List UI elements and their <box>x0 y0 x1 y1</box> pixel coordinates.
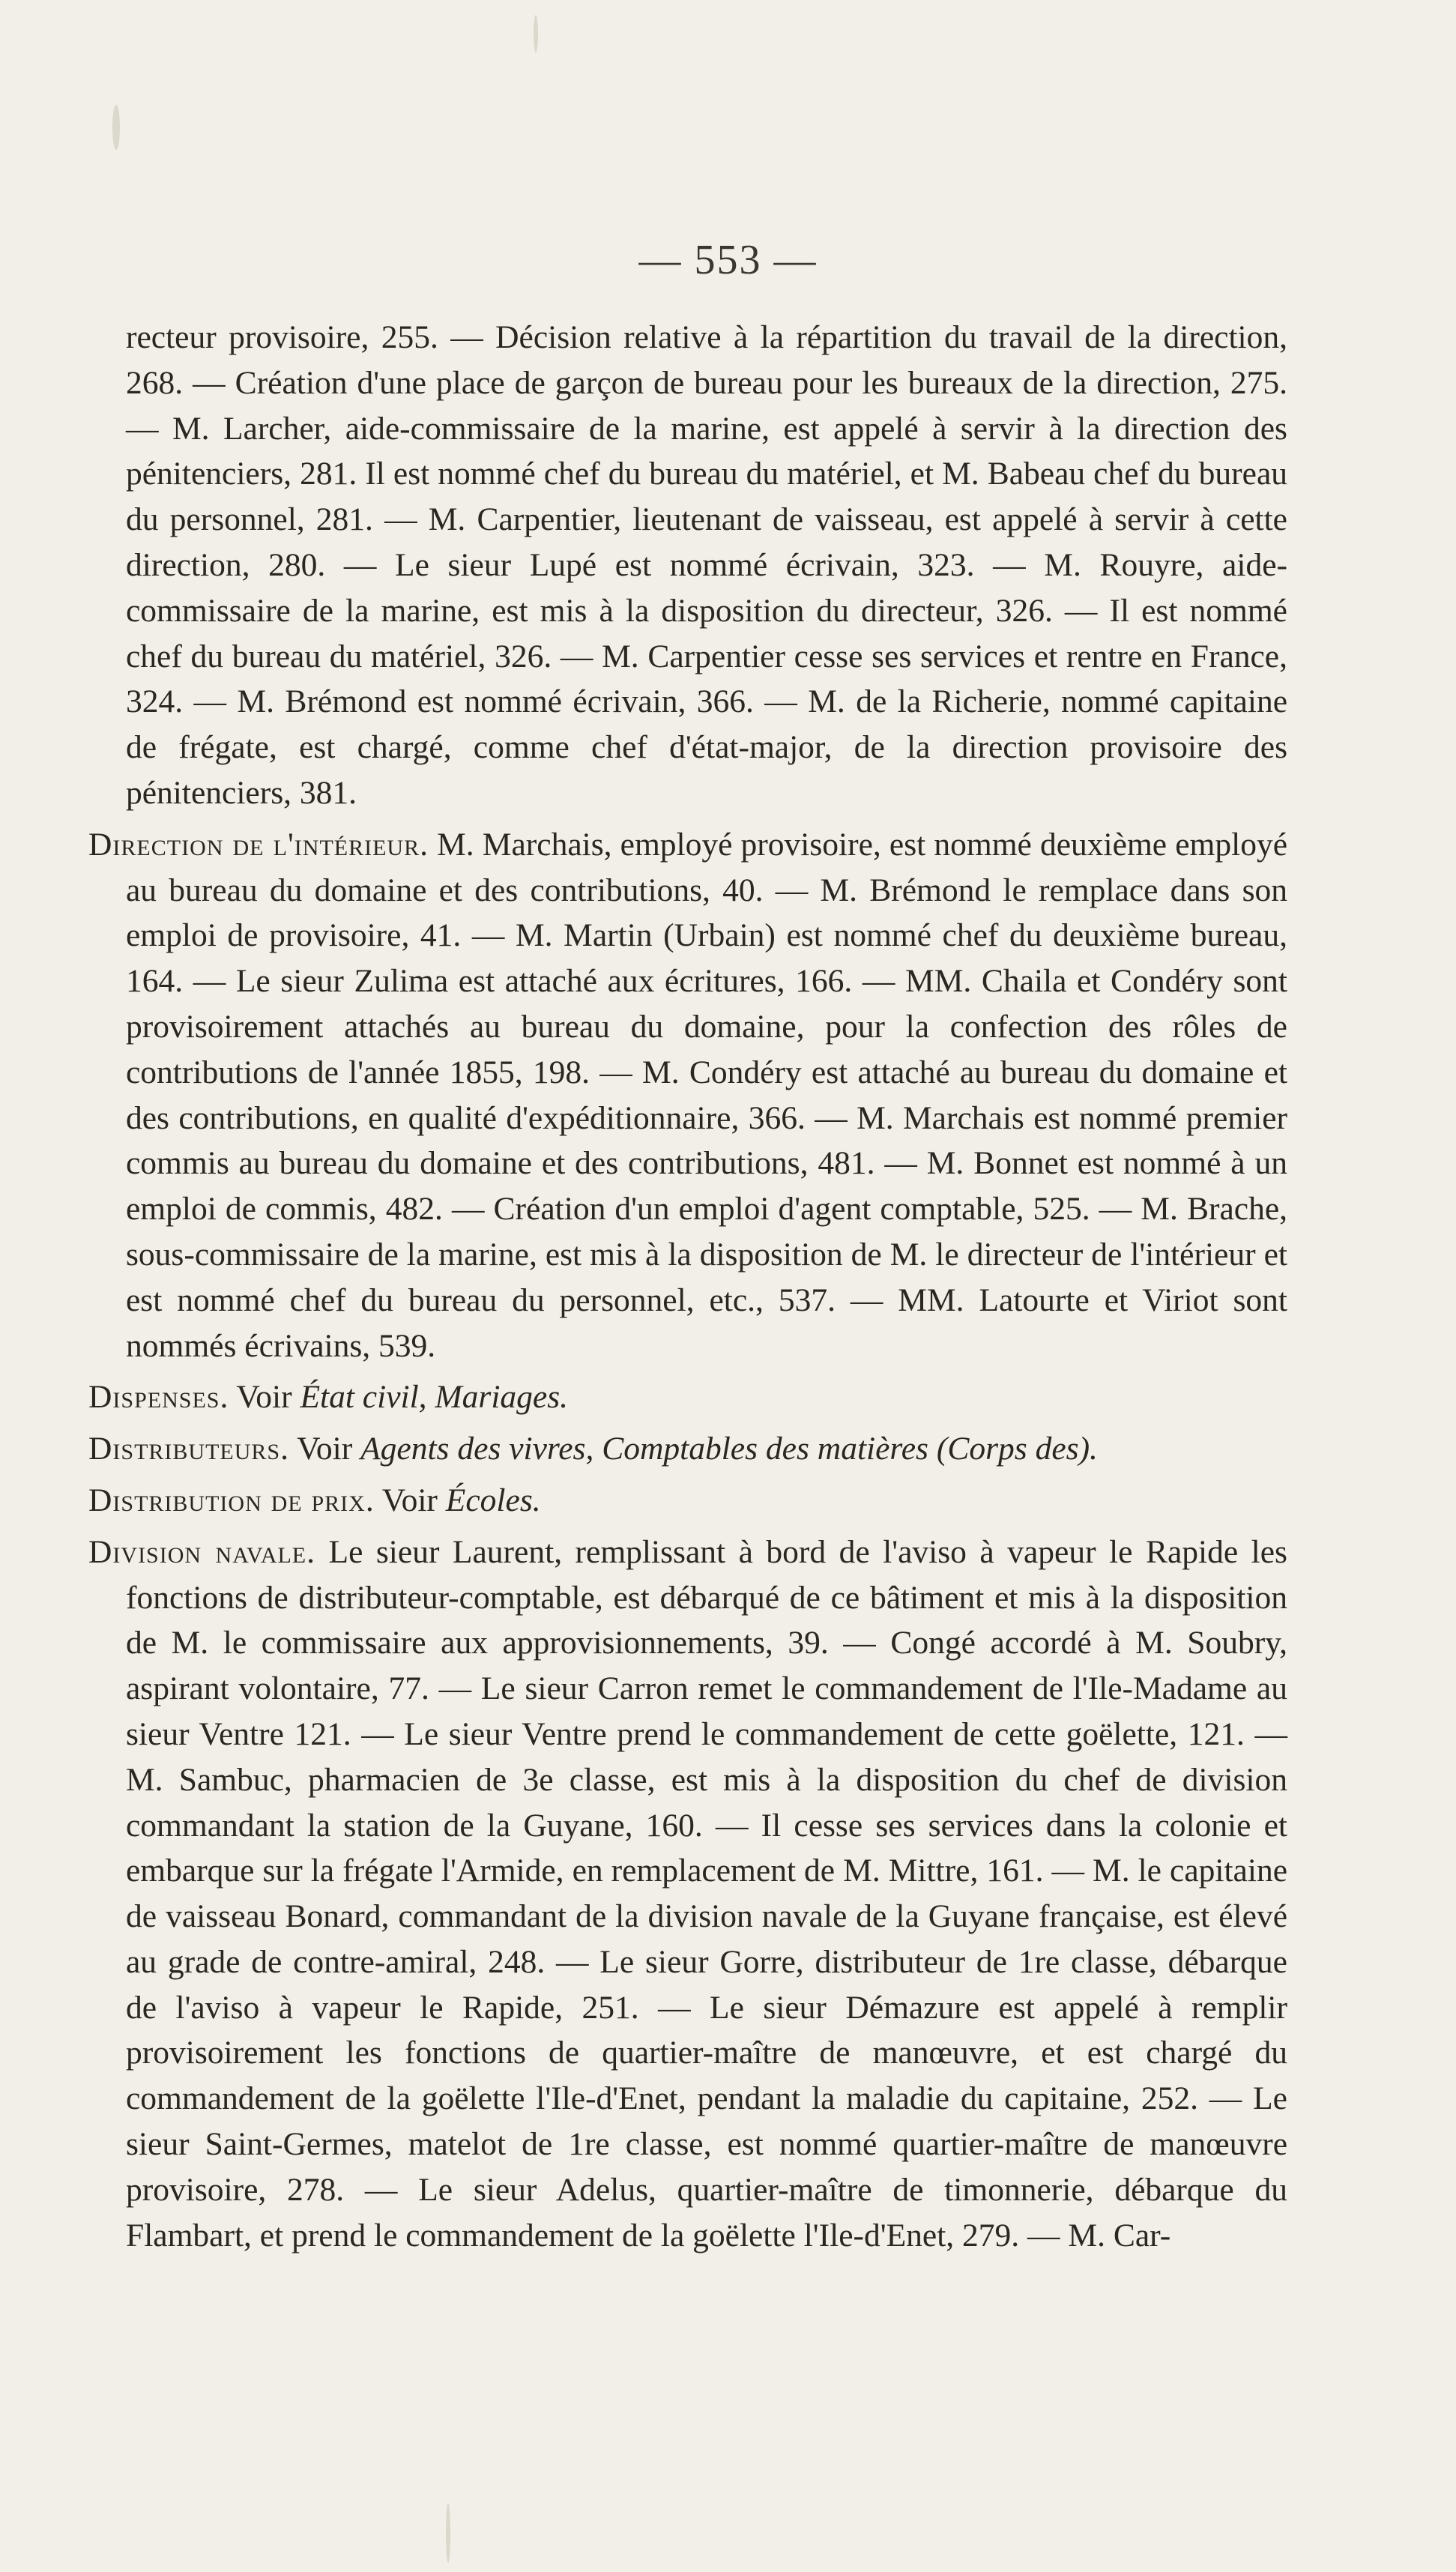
index-entry <box>88 1478 1287 1524</box>
entry-text: M. Marchais, employé provisoire, est nommé deuxième employé au bureau du domaine et des contributions, 40. — M. Brémond le remplace dans son emploi de provisoire, 41. — M. Martin (Urbain) est nommé chef du deuxième bureau, 164. — Le sieur Zulima est attaché aux écritures, 166. — MM. Chaila et Condéry sont provisoirement attachés au bureau du domaine, pour la confection des rôles de contributions de l'année 1855, 198. — M. Condéry est attaché au bureau du domaine et des contributions, en qualité d'expéditionnaire, 366. — M. Marchais est nommé premier commis au bureau du domaine et des contributions, 481. — M. Bonnet est nommé à un emploi de commis, 482. — Création d'un emploi d'agent comptable, 525. — M. Brache, sous-commissaire de la marine, est mis à la disposition de M. le directeur de l'intérieur et est nommé chef du bureau du personnel, etc., 537. — MM. Latourte et Viriot sont nommés écrivains, 539. <box>126 826 1287 1364</box>
page-number: — 553 — <box>638 237 818 283</box>
index-entry <box>88 315 1287 816</box>
entry-text: Le sieur Laurent, remplissant à bord de l'aviso à vapeur le Rapide les fonctions de distributeur-comptable, est débarqué de ce bâtiment et mis à la disposition de M. le commissaire aux approvisionnements, 39. — Congé accordé à M. Soubry, aspirant volontaire, 77. — Le sieur Carron remet le commandement de l'Ile-Madame au sieur Ventre 121. — Le sieur Ventre prend le commandement de cette goëlette, 121. — M. Sambuc, pharmacien de 3e classe, est mis à la disposition du chef de division commandant la station de la Guyane, 160. — Il cesse ses services dans la colonie et embarque sur la frégate l'Armide, en remplacement de M. Mittre, 161. — M. le capitaine de vaisseau Bonard, commandant de la division navale de la Guyane française, est élevé au grade de contre-amiral, 248. — Le sieur Gorre, distributeur de 1re classe, débarque de l'aviso à vapeur le Rapide, 251. — Le sieur Démazure est appelé à remplir provisoirement les fonctions de quartier-maître de manœuvre, et est chargé du commandement de la goëlette l'Ile-d'Enet, pendant la maladie du capitaine, 252. — Le sieur Saint-Germes, matelot de 1re classe, est nommé quartier-maître de manœuvre provisoire, 278. — Le sieur Adelus, quartier-maître de timonnerie, débarque du Flambart, et prend le commandement de la goëlette l'Ile-d'Enet, 279. — M. Car- <box>126 1533 1287 2253</box>
index-entry <box>88 1426 1287 1472</box>
entry-text: Voir <box>229 1379 300 1416</box>
cross-reference: État civil, Mariages. <box>300 1379 569 1416</box>
paper-stain <box>446 2503 450 2563</box>
entry-heading: Dispenses. <box>88 1379 229 1416</box>
index-entry <box>88 1530 1287 2259</box>
entry-heading: Division navale. <box>88 1533 316 1570</box>
index-entry <box>88 822 1287 1369</box>
entry-heading: Distribution de prix. <box>88 1482 375 1518</box>
entry-text: recteur provisoire, 255. — Décision relative à la répartition du travail de la direction, 268. — Création d'une place de garçon de bureau pour les bureaux de la direction, 275. — M. Larcher, aide-commissaire de la marine, est appelé à servir à la direction des pénitenciers, 281. Il est nommé chef du bureau du matériel, et M. Babeau chef du bureau du personnel, 281. — M. Carpentier, lieutenant de vaisseau, est appelé à servir à cette direction, 280. — Le sieur Lupé est nommé écrivain, 323. — M. Rouyre, aide-commissaire de la marine, est mis à la disposition du directeur, 326. — Il est nommé chef du bureau du matériel, 326. — M. Carpentier cesse ses services et rentre en France, 324. — M. Brémond est nommé écrivain, 366. — M. de la Richerie, nommé capitaine de frégate, est chargé, comme chef d'état-major, de la direction provisoire des pénitenciers, 381. <box>126 319 1287 811</box>
cross-reference: Écoles. <box>445 1482 541 1518</box>
cross-reference: Agents des vivres, Comptables des matières (Corps des). <box>360 1431 1098 1467</box>
paper-stain <box>112 105 120 150</box>
index-entry <box>88 1374 1287 1420</box>
entry-heading: Distributeurs. <box>88 1431 289 1467</box>
paper-stain <box>534 15 538 52</box>
entry-text: Voir <box>374 1482 446 1518</box>
entry-text: Voir <box>289 1431 361 1467</box>
index-text <box>88 315 1287 2264</box>
entry-heading: Direction de l'intérieur. <box>88 826 429 863</box>
